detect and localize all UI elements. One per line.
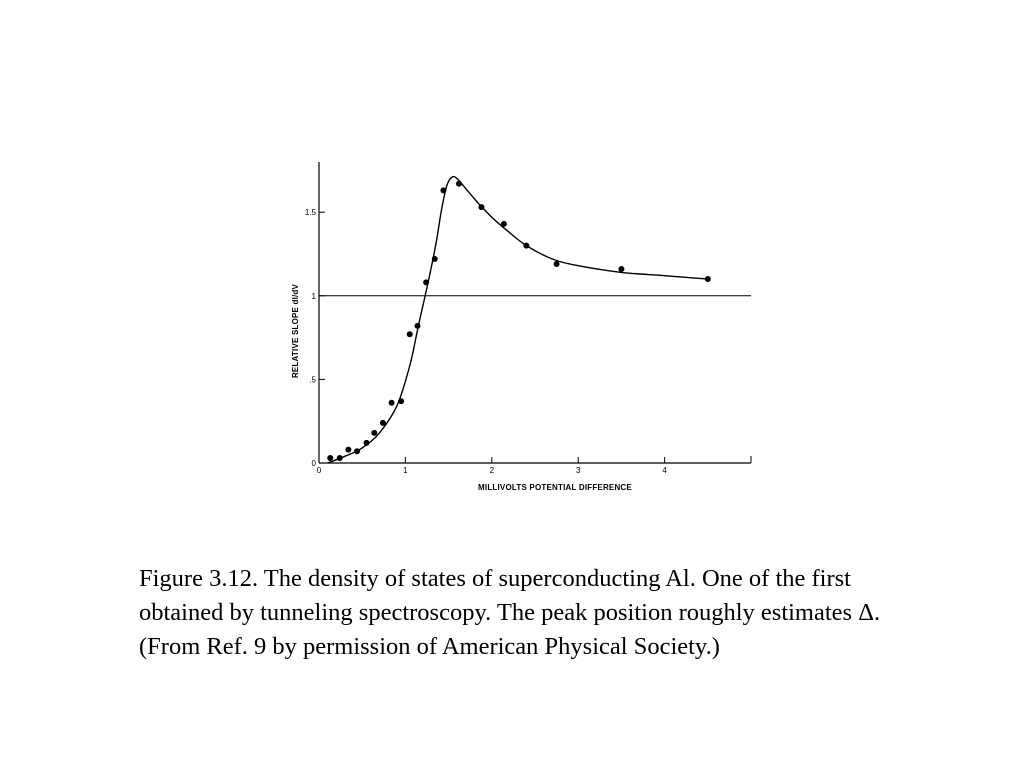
- y-tick-label: .5: [309, 375, 316, 385]
- chart-axes: [319, 162, 751, 463]
- data-point: [440, 187, 446, 193]
- data-point: [389, 400, 395, 406]
- data-point: [523, 243, 529, 249]
- x-tick-label: 4: [662, 466, 667, 475]
- x-tick-label: 3: [575, 466, 581, 475]
- data-point: [554, 261, 560, 267]
- y-tick-label: 0: [311, 459, 316, 468]
- x-tick-label: 0: [316, 466, 322, 475]
- y-axis-label: RELATIVE SLOPE dI/dV: [291, 283, 300, 379]
- x-axis-label: MILLIVOLTS POTENTIAL DIFFERENCE: [478, 483, 632, 492]
- data-point: [337, 455, 343, 461]
- fitted-curve-layer: [328, 177, 708, 463]
- x-tick-label: 2: [489, 466, 495, 475]
- data-point: [354, 448, 360, 454]
- data-point: [380, 420, 386, 426]
- data-points-layer: [327, 181, 711, 461]
- data-point: [371, 430, 377, 436]
- y-tick-label: 1.5: [304, 208, 316, 218]
- data-point: [423, 279, 429, 285]
- data-point: [456, 181, 462, 187]
- data-point: [705, 276, 711, 282]
- data-point: [432, 256, 438, 262]
- data-point: [407, 331, 413, 337]
- data-point: [478, 204, 484, 210]
- figure-caption: Figure 3.12. The density of states of superconducting Al. One of the first obtained by tunneling spectroscopy. The peak position roughly estimates Δ. (From Ref. 9 by permission of American Physical Society.): [139, 565, 881, 660]
- data-point: [345, 447, 351, 453]
- data-point: [398, 398, 404, 404]
- y-tick-label: 1: [311, 291, 316, 301]
- chart-ticks: [305, 208, 667, 475]
- data-point: [364, 440, 370, 446]
- fitted-curve: [328, 177, 708, 463]
- data-point: [414, 323, 420, 329]
- x-tick-label: 1: [403, 466, 408, 475]
- data-point: [501, 221, 507, 227]
- data-point: [327, 455, 333, 461]
- data-point: [618, 266, 624, 272]
